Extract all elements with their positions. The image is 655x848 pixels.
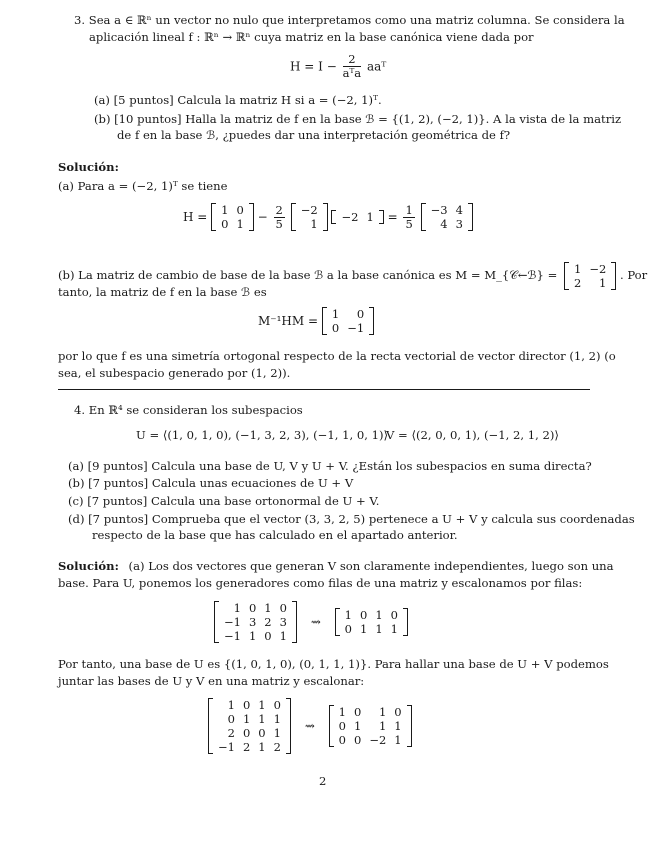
matrix-entry: −2 xyxy=(300,203,318,217)
solution3-b-por: . Por xyxy=(619,268,648,282)
matrix-row xyxy=(217,203,248,217)
matrix-row xyxy=(335,705,406,719)
matrix-row xyxy=(328,321,368,335)
matrix-row xyxy=(427,217,467,231)
equation-H-definition xyxy=(290,53,386,80)
problem4-part-c: (c) [7 puntos] Calcula una base ortonormal de U + V. xyxy=(68,494,380,508)
matrix-entry: 1 xyxy=(378,705,387,719)
subspace-V-definition: V = ⟨(2, 0, 0, 1), (−1, 2, 1, 2)⟩ xyxy=(386,428,559,442)
matrix-entry: −1 xyxy=(224,615,241,629)
matrix-entry: 3 xyxy=(279,615,287,629)
matrix-entry: 3 xyxy=(455,217,463,231)
matrix-row xyxy=(220,601,291,615)
echelon-UV-computation xyxy=(208,698,412,754)
matrix-table xyxy=(570,262,610,290)
matrix-row xyxy=(335,719,406,733)
fraction-numerator: 2 xyxy=(275,202,283,217)
matrix-entry: 0 xyxy=(353,705,362,719)
matrix-entry: 1 xyxy=(574,262,582,276)
fraction-numerator: 1 xyxy=(405,202,413,217)
matrix-entry: 0 xyxy=(248,601,257,615)
matrix-entry: 1 xyxy=(310,217,318,231)
equation-M-inverse-HM xyxy=(258,307,374,335)
matrix-entry: −2 xyxy=(341,210,359,224)
matrix-table xyxy=(328,307,368,335)
row-reduction-arrow: ⇝ xyxy=(310,615,321,629)
matrix-row xyxy=(341,622,402,636)
matrix-row xyxy=(297,203,322,217)
matrix-row xyxy=(297,217,322,231)
row-reduction-arrow: ⇝ xyxy=(304,719,315,733)
fraction-numerator: 2 xyxy=(343,53,362,67)
matrix-row xyxy=(214,698,285,712)
matrix-entry: 1 xyxy=(221,203,229,217)
matrix-diagonal-result xyxy=(322,307,374,335)
matrix-entry: −1 xyxy=(218,740,235,754)
matrix-entry: 1 xyxy=(227,698,235,712)
matrix-entry: 0 xyxy=(338,733,346,747)
solution4-basis-line1: Por tanto, una base de U es {(1, 0, 1, 0), (0, 1, 1, 1)}. Para hallar una base de U + V podemos xyxy=(58,657,609,671)
equation-H-lhs: H = I − xyxy=(290,59,337,74)
problem4-part-b: (b) [7 puntos] Calcula unas ecuaciones de U + V xyxy=(68,476,354,490)
matrix-row xyxy=(337,210,377,224)
matrix-table xyxy=(427,203,467,231)
solution3-b-text: (b) La matriz de cambio de base de la base ℬ a la base canónica es M = M_{𝒞←ℬ} = xyxy=(58,268,558,282)
matrix-entry: 2 xyxy=(273,740,281,754)
matrix-table xyxy=(214,698,285,754)
matrix-entry: 1 xyxy=(273,712,281,726)
matrix-entry: 0 xyxy=(356,307,365,321)
fraction-1-5 xyxy=(403,204,414,231)
equation-H-computation xyxy=(183,203,473,231)
solution3-conclusion-line2: sea, el subespacio generado por (1, 2)). xyxy=(58,366,291,380)
fraction-2-over-ata xyxy=(343,53,362,80)
eq-lhs: M⁻¹HM = xyxy=(258,314,319,328)
matrix-table xyxy=(217,203,248,231)
matrix-identity xyxy=(211,203,254,231)
matrix-U-generators xyxy=(214,601,297,643)
solution4-intro-text: (a) Los dos vectores que generan V son claramente independientes, luego son una xyxy=(128,559,614,573)
matrix-entry: 0 xyxy=(242,698,251,712)
solution3-heading: Solución: xyxy=(58,160,119,174)
fraction-denominator: aᵀa xyxy=(342,66,362,80)
matrix-M xyxy=(564,262,616,290)
matrix-entry: 1 xyxy=(258,740,266,754)
matrix-entry: 0 xyxy=(242,726,251,740)
matrix-entry: 0 xyxy=(359,608,368,622)
matrix-U-echelon xyxy=(335,608,408,636)
matrix-entry: −3 xyxy=(430,203,448,217)
matrix-entry: 1 xyxy=(279,629,287,643)
matrix-row xyxy=(335,733,406,747)
matrix-row xyxy=(341,608,402,622)
page-number: 2 xyxy=(319,774,327,788)
matrix-table xyxy=(341,608,402,636)
matrix-entry: 0 xyxy=(236,203,244,217)
problem3-statement-line1: 3. Sea a ∈ ℝⁿ un vector no nulo que interpretamos como una matriz columna. Se considera la xyxy=(74,13,625,27)
matrix-entry: 0 xyxy=(394,705,402,719)
matrix-H-result xyxy=(421,203,473,231)
problem3-statement-line2: aplicación lineal f : ℝⁿ → ℝⁿ cuya matriz en la base canónica viene dada por xyxy=(89,30,534,44)
solution3-conclusion-line1: por lo que f es una simetría ortogonal respecto de la recta vectorial de vector director (1, 2) (o xyxy=(58,349,616,363)
matrix-row xyxy=(214,712,285,726)
fraction-2-5 xyxy=(274,204,285,231)
matrix-entry: 1 xyxy=(264,601,272,615)
matrix-entry: 1 xyxy=(394,733,402,747)
problem4-statement: 4. En ℝ⁴ se consideran los subespacios xyxy=(74,403,303,417)
matrix-entry: −1 xyxy=(347,321,365,335)
matrix-entry: 4 xyxy=(440,217,448,231)
matrix-entry: −2 xyxy=(369,733,387,747)
matrix-entry: 1 xyxy=(258,712,266,726)
matrix-entry: 1 xyxy=(375,622,383,636)
section-divider xyxy=(58,389,590,390)
problem3-part-a: (a) [5 puntos] Calcula la matriz H si a = (−2, 1)ᵀ. xyxy=(94,93,382,107)
matrix-entry: 0 xyxy=(338,719,346,733)
matrix-entry: 1 xyxy=(248,629,257,643)
matrix-row xyxy=(570,262,610,276)
matrix-entry: 0 xyxy=(273,698,281,712)
matrix-entry: 0 xyxy=(344,622,352,636)
echelon-U-computation xyxy=(214,601,408,643)
matrix-row xyxy=(214,726,285,740)
matrix-entry: 0 xyxy=(353,733,362,747)
matrix-entry: 4 xyxy=(455,203,463,217)
solution3-b-line2: tanto, la matriz de f en la base ℬ es xyxy=(58,285,267,299)
matrix-entry: 1 xyxy=(598,276,607,290)
problem3-part-b-line1: (b) [10 puntos] Halla la matriz de f en la base ℬ = {(1, 2), (−2, 1)}. A la vista de la matriz xyxy=(94,112,622,126)
solution3-a-intro: (a) Para a = (−2, 1)ᵀ se tiene xyxy=(58,179,228,193)
matrix-column-vector xyxy=(291,203,328,231)
matrix-entry: 1 xyxy=(233,601,241,615)
matrix-table xyxy=(337,210,377,224)
fraction-denominator: 5 xyxy=(275,216,283,231)
matrix-entry: 2 xyxy=(574,276,582,290)
matrix-entry: 0 xyxy=(227,712,235,726)
matrix-entry: 1 xyxy=(375,608,383,622)
matrix-entry: 1 xyxy=(344,608,352,622)
solution4-basis-line2: juntar las bases de U y V en una matriz y escalonar: xyxy=(58,674,365,688)
matrix-entry: 0 xyxy=(390,608,398,622)
matrix-entry: 0 xyxy=(258,726,266,740)
matrix-entry: 0 xyxy=(221,217,229,231)
matrix-entry: 1 xyxy=(236,217,244,231)
matrix-table xyxy=(220,601,291,643)
equals-sign: = xyxy=(387,210,398,224)
matrix-entry: 1 xyxy=(366,210,374,224)
matrix-entry: 1 xyxy=(273,726,281,740)
matrix-row xyxy=(217,217,248,231)
problem3-part-b-line2: de f en la base ℬ, ¿puedes dar una interpretación geométrica de f? xyxy=(117,128,511,142)
matrix-entry: 2 xyxy=(242,740,251,754)
matrix-entry: 1 xyxy=(359,622,368,636)
matrix-entry: 0 xyxy=(331,321,340,335)
matrix-table xyxy=(297,203,322,231)
solution4-intro-line2: base. Para U, ponemos los generadores como filas de una matriz y escalonamos por filas: xyxy=(58,576,583,590)
fraction-denominator: 5 xyxy=(405,216,413,231)
matrix-entry: 1 xyxy=(390,622,398,636)
problem4-part-d-line2: respecto de la base que has calculado en el apartado anterior. xyxy=(92,528,458,542)
equation-H-rhs: aaᵀ xyxy=(366,59,387,74)
matrix-row xyxy=(220,615,291,629)
matrix-entry: −2 xyxy=(589,262,607,276)
minus-sign: − xyxy=(257,210,268,224)
problem4-part-d-line1: (d) [7 puntos] Comprueba que el vector (3, 3, 2, 5) pertenece a U + V y calcula sus coordenadas xyxy=(68,512,635,526)
matrix-row-vector xyxy=(331,210,383,224)
matrix-row xyxy=(214,740,285,754)
matrix-UV-echelon xyxy=(329,705,412,747)
matrix-entry: −1 xyxy=(224,629,241,643)
subspace-U-definition: U = ⟨(1, 0, 1, 0), (−1, 3, 2, 3), (−1, 1, 0, 1)⟩ xyxy=(136,428,389,442)
matrix-entry: 0 xyxy=(264,629,272,643)
matrix-entry: 2 xyxy=(264,615,272,629)
matrix-entry: 1 xyxy=(394,719,402,733)
matrix-entry: 0 xyxy=(279,601,287,615)
matrix-entry: 1 xyxy=(258,698,266,712)
matrix-entry: 1 xyxy=(338,705,346,719)
matrix-entry: 1 xyxy=(242,712,251,726)
solution4-heading: Solución: xyxy=(58,559,119,573)
matrix-row xyxy=(220,629,291,643)
matrix-entry: 2 xyxy=(227,726,235,740)
matrix-entry: 1 xyxy=(353,719,362,733)
problem4-part-a: (a) [9 puntos] Calcula una base de U, V y U + V. ¿Están los subespacios en suma directa? xyxy=(68,459,592,473)
matrix-table xyxy=(335,705,406,747)
matrix-UV-bases xyxy=(208,698,291,754)
matrix-row xyxy=(328,307,368,321)
solution4-intro-line1 xyxy=(58,559,614,575)
matrix-entry: 3 xyxy=(248,615,257,629)
matrix-row xyxy=(570,276,610,290)
eq-lhs: H = xyxy=(183,210,208,224)
matrix-entry: 1 xyxy=(331,307,340,321)
matrix-entry: 1 xyxy=(378,719,387,733)
matrix-row xyxy=(427,203,467,217)
